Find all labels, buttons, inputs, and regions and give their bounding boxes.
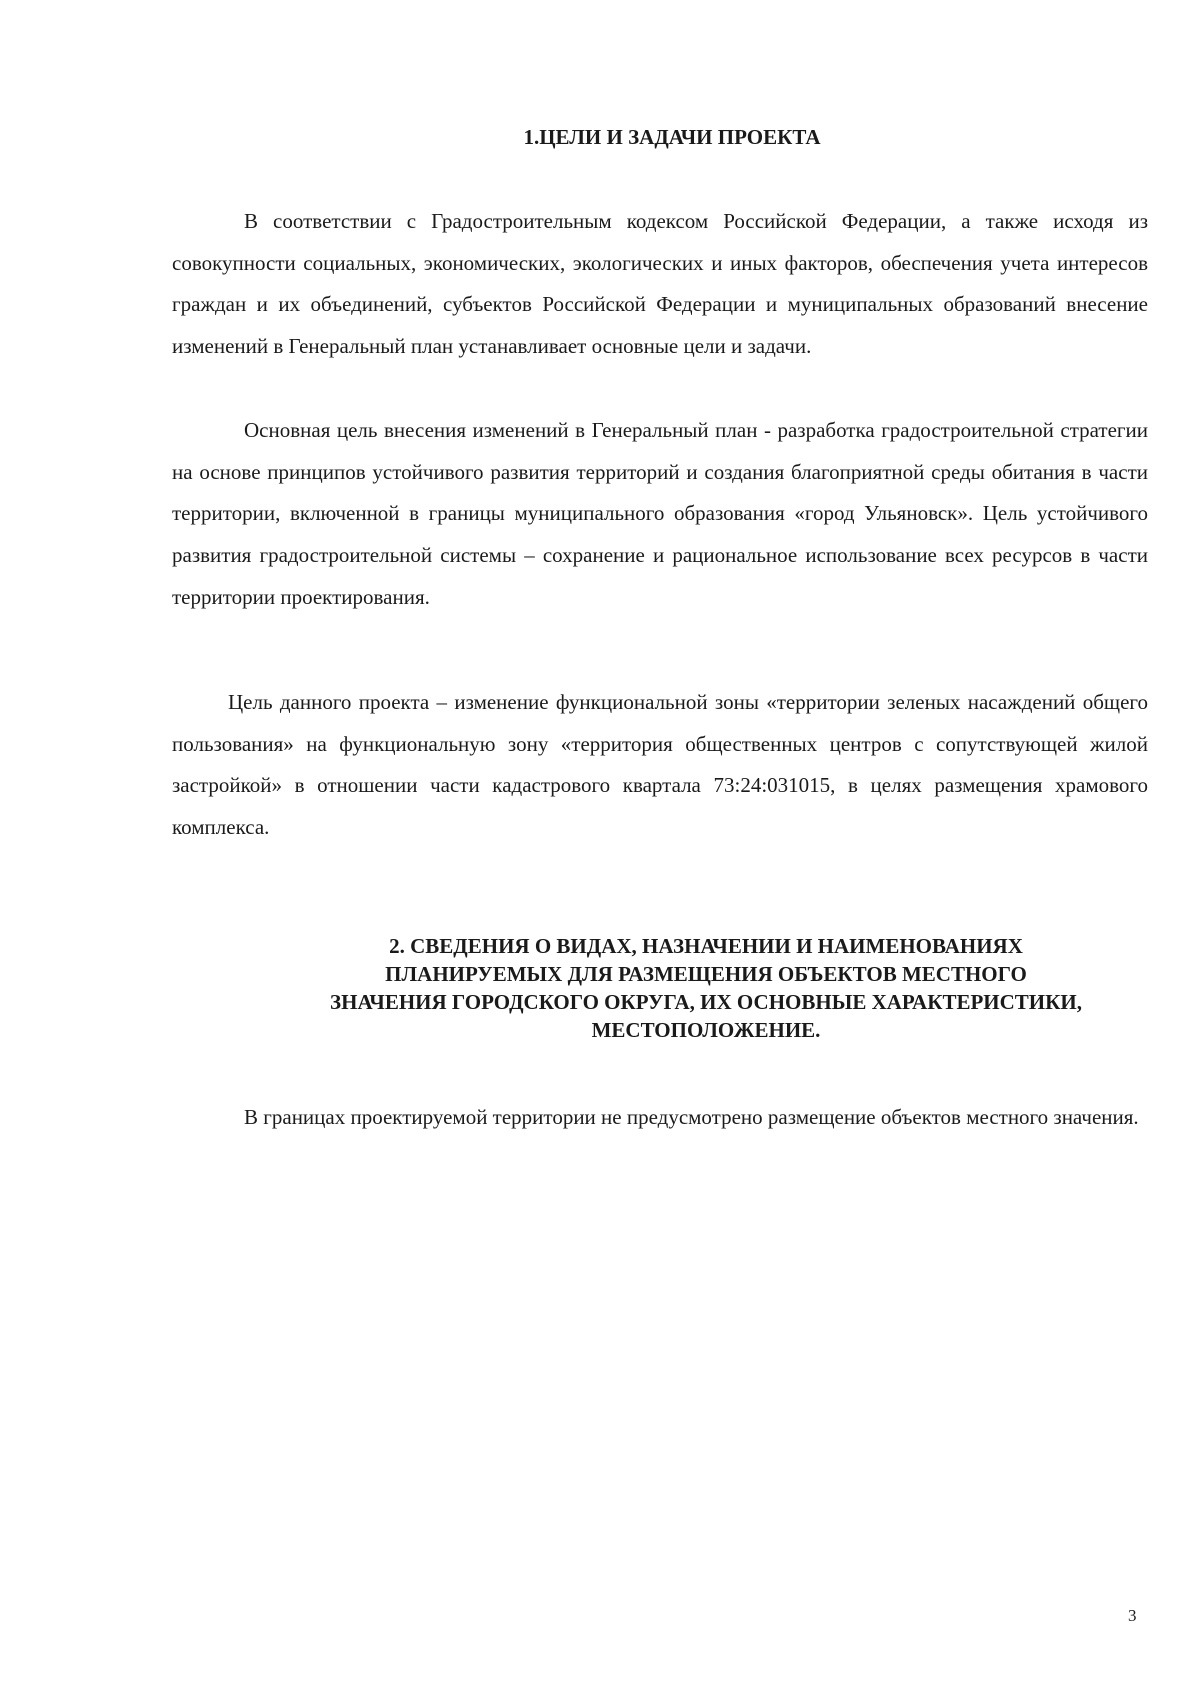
section-1-title: 1.ЦЕЛИ И ЗАДАЧИ ПРОЕКТА: [523, 125, 821, 149]
section-2-title-line-2: ПЛАНИРУЕМЫХ ДЛЯ РАЗМЕЩЕНИЯ ОБЪЕКТОВ МЕСТНОГО: [385, 962, 1027, 986]
section-1-paragraph-1: В соответствии с Градостроительным кодексом Российской Федерации, а также исходя из совокупности социальных, экономических, экологических и иных факторов, обеспечения учета интересов граждан и их объединений, субъектов Российской Федерации и муниципальных образований внесение изменений в Генеральный план устанавливает основные цели и задачи.: [172, 209, 1148, 359]
section-1-paragraph-2: Основная цель внесения изменений в Генеральный план - разработка градостроительной стратегии на основе принципов устойчивого развития территорий и создания благоприятной среды обитания в части территории, включенной в границы муниципального образования «город Ульяновск». Цель устойчивого развития градостроительной системы – сохранение и рациональное использование всех ресурсов в части территории проектирования.: [172, 418, 1148, 609]
page-number: 3: [1128, 1606, 1137, 1625]
section-2-title: [262, 932, 1150, 1044]
section-2-title-line-3: ЗНАЧЕНИЯ ГОРОДСКОГО ОКРУГА, ИХ ОСНОВНЫЕ ХАРАКТЕРИСТИКИ,: [330, 990, 1082, 1014]
section-2-title-line-4: МЕСТОПОЛОЖЕНИЕ.: [591, 1018, 821, 1042]
section-2-title-line-1: 2. СВЕДЕНИЯ О ВИДАХ, НАЗНАЧЕНИИ И НАИМЕНОВАНИЯХ: [389, 934, 1023, 958]
section-1-paragraph-3: Цель данного проекта – изменение функциональной зоны «территории зеленых насаждений общего пользования» на функциональную зону «территория общественных центров с сопутствующей жилой застройкой» в отношении части кадастрового квартала 73:24:031015, в целях размещения храмового комплекса.: [172, 690, 1148, 840]
section-2-paragraph-1: В границах проектируемой территории не предусмотрено размещение объектов местного значения.: [244, 1105, 1139, 1129]
